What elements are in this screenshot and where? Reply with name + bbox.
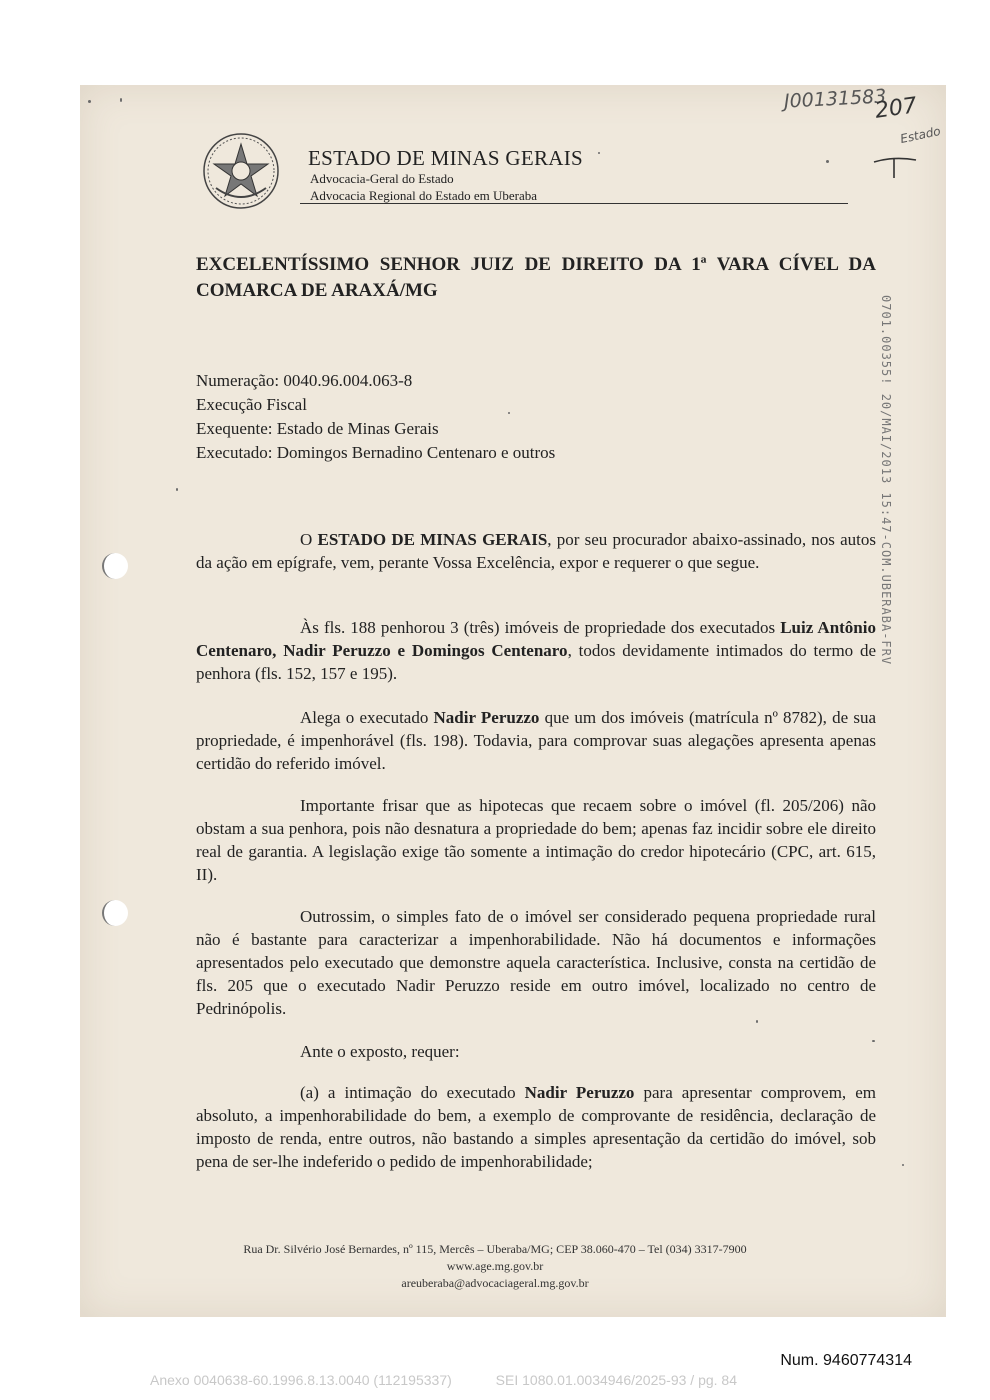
header-org-line1: Advocacia-Geral do Estado — [310, 171, 454, 186]
scan-speck — [756, 1020, 758, 1023]
header-org-line2: Advocacia Regional do Estado em Uberaba — [310, 188, 538, 203]
sei-reference: SEI 1080.01.0034946/2025-93 / pg. 84 — [495, 1372, 737, 1388]
scan-speck — [120, 98, 122, 102]
scan-speck — [598, 152, 600, 154]
paragraph-requerimento-a: (a) a intimação do executado Nadir Peruzzo para apresentar comprovem, em absoluto, a impenhorabilidade do bem, a exemplo de comprovante de residência, declaração de imposto de renda, entre outros, não bastando a simples apresentação da certidão do imóvel, sob pena de ser-lhe indeferido o pedido de impenhorabilidade; — [196, 1083, 876, 1171]
process-exequente: Exequente: Estado de Minas Gerais — [196, 419, 439, 438]
addressee-line2: COMARCA DE ARAXÁ/MG — [196, 280, 438, 301]
paragraph-penhora: Às fls. 188 penhorou 3 (três) imóveis de propriedade dos executados Luiz Antônio Centenaro, Nadir Peruzzo e Domingos Centenaro, todos devidamente intimados do termo de penhora (fls. 152, 157 e 195). — [196, 618, 877, 683]
scan-speck — [508, 412, 510, 414]
header-divider — [300, 203, 848, 204]
header-state-title: ESTADO DE MINAS GERAIS — [308, 146, 584, 170]
handwritten-note: Estado — [898, 123, 942, 147]
footer-email: areuberaba@advocaciageral.mg.gov.br — [401, 1276, 589, 1290]
scan-speck — [176, 488, 178, 491]
handwritten-page-number: 207 — [873, 93, 919, 124]
scan-speck — [88, 100, 91, 103]
process-type: Execução Fiscal — [196, 395, 307, 414]
paragraph-outrossim: Outrossim, o simples fato de o imóvel ser considerado pequena propriedade rural não é bastante para caracterizar a impenhorabilidade. Não há documentos e informações apresentados pelo executado que demonstre aquela característica. Inclusive, consta na certidão de fls. 205 que o executado Nadir Peruzzo reside em outro imóvel, localizado no centro de Pedrinópolis. — [196, 907, 876, 1018]
process-executado: Executado: Domingos Bernadino Centenaro e outros — [196, 443, 556, 462]
paragraph-hipotecas: Importante frisar que as hipotecas que recaem sobre o imóvel (fl. 205/206) não obstam a sua penhora, pois não desnatura a propriedade do bem; apenas faz incidir sobre ele direito real de garantia. A legislação exige tão somente a intimação do credor hipotecário (CPC, art. 615, II). — [196, 796, 876, 884]
punch-hole — [102, 900, 128, 926]
footer-website: www.age.mg.gov.br — [446, 1259, 544, 1273]
punch-hole — [102, 553, 128, 579]
process-number: Numeração: 0040.96.004.063-8 — [196, 371, 413, 390]
paragraph-alegacao: Alega o executado Nadir Peruzzo que um dos imóveis (matrícula nº 8782), de sua propriedade, é impenhorável (fls. 198). Todavia, para comprovar suas alegações apresenta apenas certidão do referido imóvel. — [196, 708, 876, 773]
scan-speck — [902, 1164, 904, 1166]
protocol-side-stamp: 0701.00355! 20/MAI/2013 15:47-COM.UBERABA-FRV — [879, 295, 893, 666]
paragraph-intro: O ESTADO DE MINAS GERAIS, por seu procurador abaixo-assinado, nos autos da ação em epígrafe, vem, perante Vossa Excelência, expor e requerer o que segue. — [196, 530, 877, 572]
addressee-line1: EXCELENTÍSSIMO SENHOR JUIZ DE DIREITO DA 1ª VARA CÍVEL DA — [196, 254, 876, 275]
footer-address: Rua Dr. Silvério José Bernardes, nº 115, Mercês – Uberaba/MG; CEP 38.060-470 – Tel (034) 3317-7900 — [243, 1242, 747, 1256]
scan-speck — [826, 160, 829, 163]
document-number: Num. 9460774314 — [780, 1352, 912, 1369]
coat-of-arms-seal-icon — [202, 132, 280, 210]
paragraph-ante-exposto: Ante o exposto, requer: — [300, 1042, 460, 1061]
handwritten-number: J00131583 — [783, 85, 887, 113]
annex-id: Anexo 0040638-60.1996.8.13.0040 (112195337) — [150, 1372, 452, 1388]
annex-reference — [150, 1372, 737, 1388]
addressee-block — [196, 252, 876, 304]
handwritten-mark-icon — [870, 150, 920, 180]
